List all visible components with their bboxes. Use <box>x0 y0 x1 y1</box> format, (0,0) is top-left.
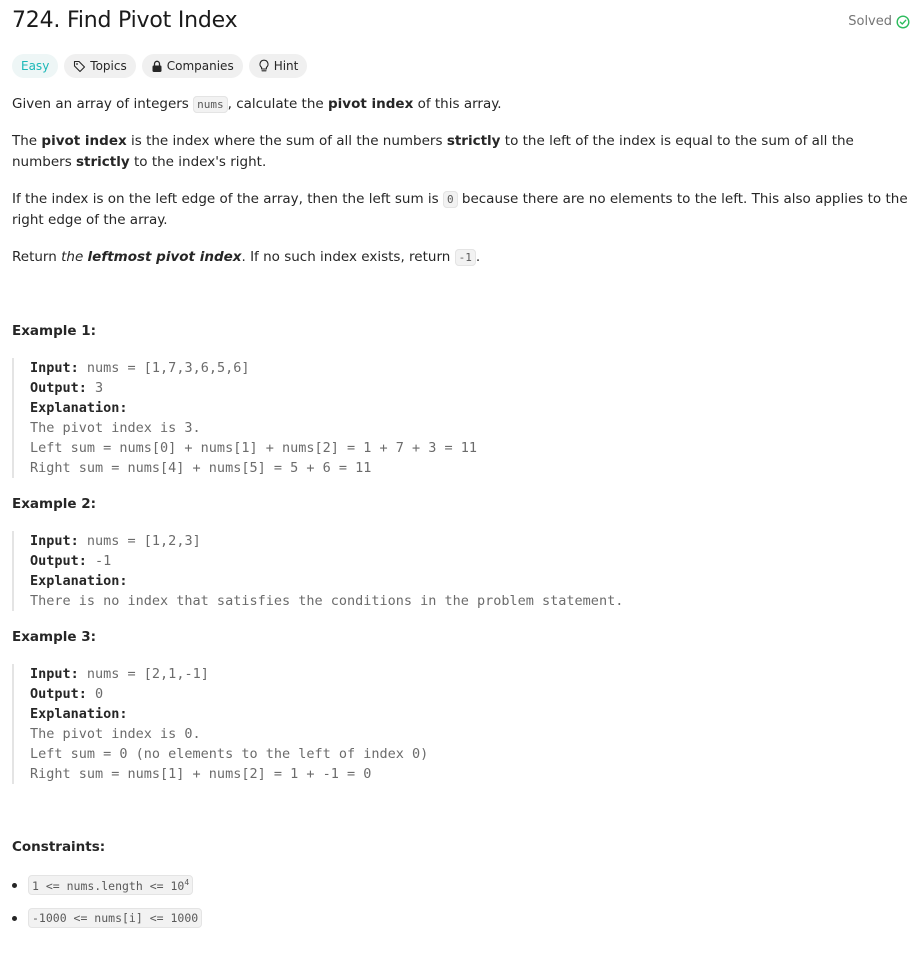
constraints-title: Constraints: <box>12 839 106 855</box>
inline-code: -1 <box>455 249 476 266</box>
solved-status <box>848 14 910 29</box>
inline-code: nums <box>193 96 228 113</box>
difficulty-badge: Easy <box>12 54 58 78</box>
constraint-code: -1000 <= nums[i] <= 1000 <box>28 908 202 928</box>
description-paragraph-1: Given an array of integers nums , calculate the pivot index of this array. <box>12 96 502 112</box>
example-explanation-label: Explanation: <box>30 573 128 589</box>
example-output: Output: 0 <box>30 686 104 702</box>
hint-label: Hint <box>273 59 299 73</box>
inline-code: 0 <box>443 191 458 208</box>
example-output: Output: -1 <box>30 553 112 569</box>
lock-icon <box>151 60 163 73</box>
example-input: Input: nums = [1,2,3] <box>30 533 201 549</box>
example-1-title: Example 1: <box>12 323 97 339</box>
example-explanation-line: There is no index that satisfies the conditions in the problem statement. <box>30 593 624 609</box>
example-2-block <box>12 531 623 611</box>
solved-label: Solved <box>848 14 892 29</box>
example-explanation-label: Explanation: <box>30 706 128 722</box>
lightbulb-icon <box>258 59 270 73</box>
description-paragraph-4: Return the leftmost pivot index. If no such index exists, return -1 . <box>12 249 481 265</box>
companies-label: Companies <box>166 59 234 73</box>
constraints-list <box>12 874 202 940</box>
example-1-block <box>12 358 477 478</box>
example-output: Output: 3 <box>30 380 104 396</box>
example-explanation-label: Explanation: <box>30 400 128 416</box>
example-3-block <box>12 664 428 784</box>
example-explanation-line: The pivot index is 0. <box>30 726 201 742</box>
tag-bar <box>12 54 307 78</box>
description-paragraph-3: If the index is on the left edge of the array, then the left sum is 0 because there are no elements to the left. This also applies to the right edge of the array. <box>12 191 908 228</box>
bullet <box>12 916 17 921</box>
tag-icon <box>73 60 86 73</box>
topics-label: Topics <box>90 59 127 73</box>
example-input: Input: nums = [1,7,3,6,5,6] <box>30 360 250 376</box>
example-2-title: Example 2: <box>12 496 97 512</box>
bullet <box>12 883 17 888</box>
constraint-code: 1 <= nums.length <= $10^4$ <box>28 875 193 896</box>
example-explanation-line: Right sum = nums[4] + nums[5] = 5 + 6 = 11 <box>30 460 372 476</box>
page-title: 724. Find Pivot Index <box>12 8 238 33</box>
description-paragraph-2: The pivot index is the index where the sum of all the numbers strictly to the left of the index is equal to the sum of all the numbers strictly to the index's right. <box>12 133 854 170</box>
example-3-title: Example 3: <box>12 629 97 645</box>
example-explanation-line: Left sum = nums[0] + nums[1] + nums[2] = 1 + 7 + 3 = 11 <box>30 440 478 456</box>
example-explanation-line: The pivot index is 3. <box>30 420 201 436</box>
list-item <box>12 907 202 929</box>
example-input: Input: nums = [2,1,-1] <box>30 666 209 682</box>
list-item <box>12 874 202 896</box>
example-explanation-line: Left sum = 0 (no elements to the left of index 0) <box>30 746 429 762</box>
check-circle-icon <box>896 15 910 29</box>
hint-button[interactable] <box>249 54 308 78</box>
topics-button[interactable] <box>64 54 135 78</box>
example-explanation-line: Right sum = nums[1] + nums[2] = 1 + -1 = 0 <box>30 766 372 782</box>
companies-button[interactable] <box>142 54 243 78</box>
